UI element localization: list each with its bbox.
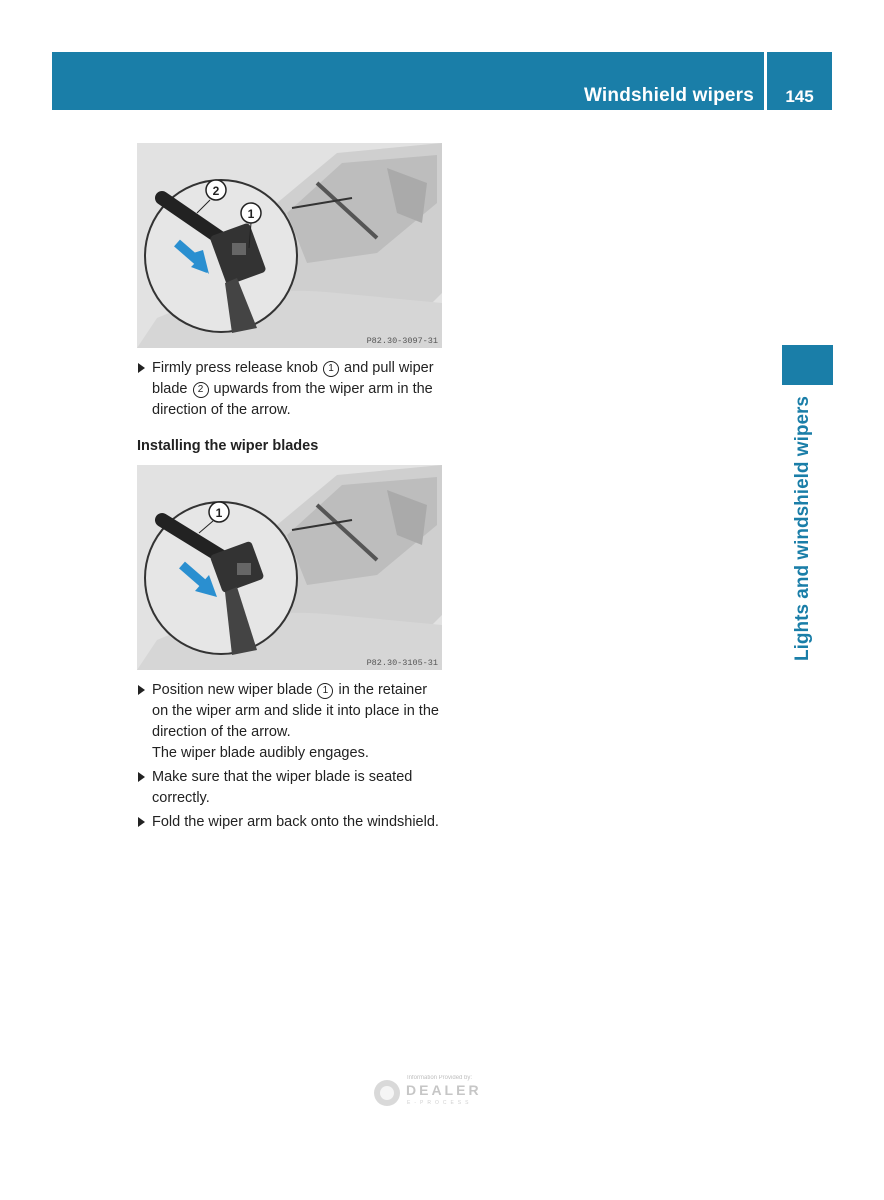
provided-by-text: Information Provided by: [407,1075,473,1081]
install-step [137,767,447,809]
figure-install-wiper-illustration [137,465,442,670]
callout-2: 2 [212,184,220,198]
callout-1: 1 [247,207,255,221]
step-text: Position new wiper blade [152,682,317,698]
section-heading: Installing the wiper blades [137,438,319,454]
step-text: Firmly press release knob [152,360,323,376]
install-steps [137,680,447,836]
chapter-tab [782,345,833,385]
figure-code: P82.30-3097-31 [366,336,438,346]
callout-ref: 1 [317,683,333,699]
removal-step [137,358,447,421]
step-result: The wiper blade audibly engages. [152,745,369,761]
callout-ref: 1 [323,361,339,377]
callout-1: 1 [215,506,223,520]
figure-remove-wiper [137,143,442,348]
step-text: in the retainer on the wiper arm and slide it into place in the direction of the arrow. [152,682,439,740]
callout-ref: 2 [193,382,209,398]
page-title: Windshield wipers [583,85,754,106]
step-text: Make sure that the wiper blade is seated correctly. [152,769,413,806]
page-number: 145 [785,87,814,106]
chapter-label: Lights and windshield wipers [792,396,813,661]
step-text: Fold the wiper arm back onto the windshield. [152,814,439,830]
step-text: upwards from the wiper arm in the direction of the arrow. [152,381,433,418]
page-number-box [767,52,832,110]
dealer-brand: DEALER [406,1082,482,1098]
figure-install-wiper [137,465,442,670]
removal-steps [137,358,447,424]
dealer-logo-icon [372,1078,402,1108]
figure-remove-wiper-illustration [137,143,442,348]
dealer-watermark [372,1072,502,1112]
install-step [137,812,447,833]
step-text: and pull wiper blade [152,360,434,397]
header-bar [52,52,764,110]
dealer-sub: E-PROCESS [407,1100,473,1106]
install-step [137,680,447,764]
figure-code: P82.30-3105-31 [366,658,438,668]
